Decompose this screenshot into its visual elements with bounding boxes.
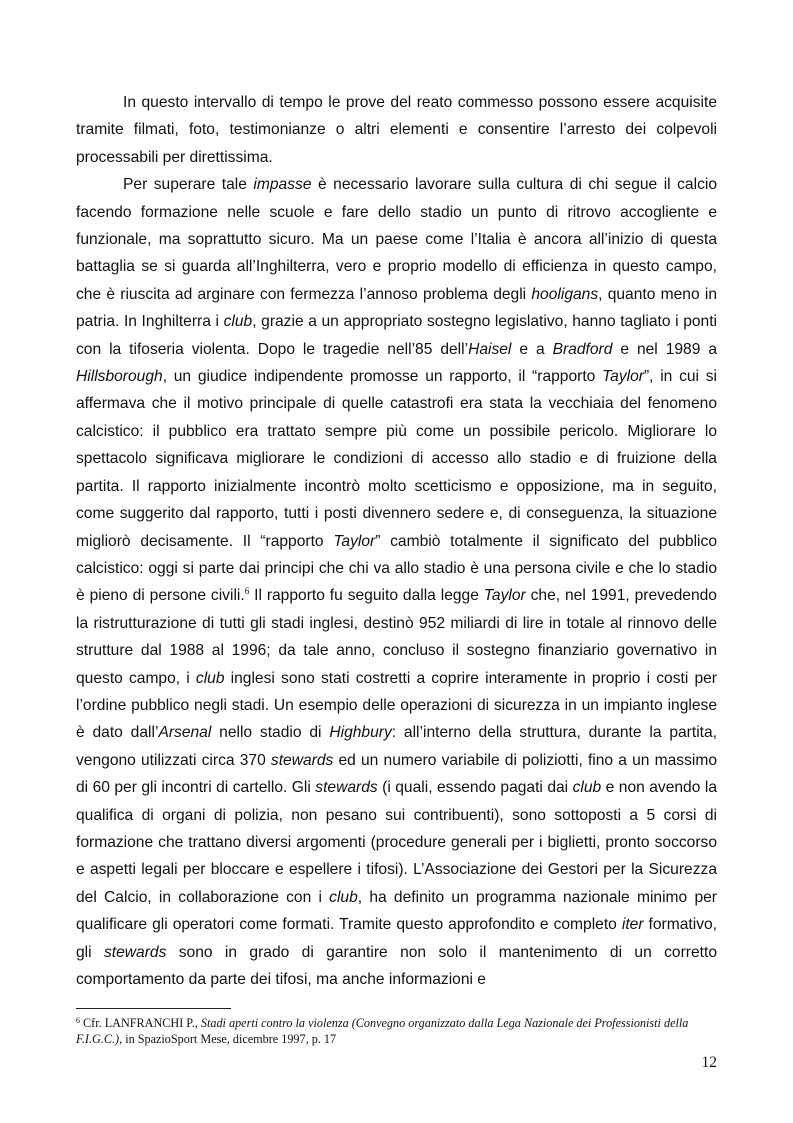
text-run: Per superare tale xyxy=(123,176,254,194)
italic-term: club xyxy=(223,313,253,331)
italic-term: club xyxy=(329,888,358,906)
text-run: , ha definito un programma nazionale minimo per qualificare gli operatori come formati. Tramite questo approfondito e completo xyxy=(76,888,717,934)
italic-term: stewards xyxy=(270,751,334,769)
text-run: , quanto meno in patria. In Inghilterra i xyxy=(76,285,717,331)
body-text xyxy=(76,89,717,993)
italic-term: stewards xyxy=(103,943,167,961)
text-run: (i quali, essendo pagati dai xyxy=(377,779,573,797)
italic-term: club xyxy=(572,779,602,797)
footnote-suffix: in SpazioSport Mese, dicembre 1997, p. 17 xyxy=(122,1031,337,1046)
text-run: ”, in cui si affermava che il motivo principale di quelle catastrofi era stata la vecchiaia del fenomeno calcistico: il pubblico era trattato sempre più come un possibile pericolo. Migliorare lo spettacolo significava migliorare le condizioni di accesso allo stadio e di fruizione della partita. Il rapporto inizialmente incontrò molto scetticismo e opposizione, ma in seguito, come suggerito dal rapporto, tutti i posti divennero sedere e, di conseguenza, la situazione migliorò decisamente. Il “rapporto xyxy=(76,368,718,550)
footnote-number: 6 xyxy=(76,1016,80,1025)
text-run: ed un numero variabile di poliziotti, fino a un massimo di 60 per gli incontri di cartello. Gli xyxy=(76,751,717,797)
text-run: nello stadio di xyxy=(211,724,330,742)
italic-term: Highbury xyxy=(329,724,392,742)
text-run: Il rapporto fu seguito dalla legge xyxy=(249,587,484,605)
footnote-separator xyxy=(76,1008,231,1009)
italic-term: stewards xyxy=(315,779,378,797)
text-run: e a xyxy=(511,340,553,358)
text-run: inglesi sono stati costretti a coprire interamente in proprio i costi per l’ordine pubblico negli stadi. Un esempio delle operazioni di sicurezza in un impianto inglese è dato dall’ xyxy=(76,669,717,742)
text-run: ” cambiò totalmente il significato del pubblico calcistico: oggi si parte dai principi che chi va allo stadio è una persona civile e che lo stadio è pieno di persone civili. xyxy=(76,532,717,605)
italic-term: Hillsborough xyxy=(76,368,163,386)
paragraph-2 xyxy=(76,171,717,993)
italic-term: hooligans xyxy=(531,285,599,303)
footnote-prefix: Cfr. LANFRANCHI P., xyxy=(80,1016,201,1030)
italic-term: Taylor xyxy=(483,587,526,605)
text-run: e nel 1989 a xyxy=(612,340,717,358)
text-run: e non avendo la qualifica di organi di polizia, non pesano sui contribuenti), sono sottoposti a 5 corsi di formazione che trattano diversi argomenti (procedure generali per i biglietti, pronto soccorso e aspetti legali per bloccare e espellere i tifosi). L’Associazione dei Gestori per la Sicurezza del Calcio, in collaborazione con i xyxy=(76,779,717,906)
italic-term: Arsenal xyxy=(158,724,212,742)
page-number: 12 xyxy=(701,1054,717,1071)
text-run: formativo, gli xyxy=(76,916,717,961)
text-run: sono in grado di garantire non solo il mantenimento di un corretto comportamento da parte dei tifosi, ma anche informazioni e xyxy=(76,943,717,988)
italic-term: Taylor xyxy=(333,532,376,550)
text-run: che, nel 1991, prevedendo la ristrutturazione di tutti gli stadi inglesi, destinò 952 miliardi di lire in totale al rinnovo delle strutture dal 1988 al 1996; da tale anno, concluso il sostegno finanziario governativo in questo campo, i xyxy=(76,587,717,687)
italic-term: club xyxy=(195,669,225,687)
text-run: : all’interno della struttura, durante la partita, vengono utilizzati circa 370 xyxy=(76,724,717,769)
text-run: , un giudice indipendente promosse un rapporto, il “rapporto xyxy=(162,368,603,386)
italic-term: impasse xyxy=(253,176,312,194)
footnote-reference[interactable]: 6 xyxy=(244,586,250,597)
italic-term: Bradford xyxy=(552,340,613,358)
text-run: , grazie a un appropriato sostegno legislativo, hanno tagliato i ponti con la tifoseria violenta. Dopo le tragedie nell’85 dell’ xyxy=(76,313,718,358)
footnote-title: Stadi aperti contro la violenza (Convegno organizzato dalla Lega Nazionale dei Professionisti della F.I.G.C.), xyxy=(76,1016,689,1046)
italic-term: Haisel xyxy=(468,340,512,358)
footnote xyxy=(76,1016,717,1047)
italic-term: iter xyxy=(621,916,644,934)
text-run: è necessario lavorare sulla cultura di chi segue il calcio facendo formazione nelle scuole e fare dello stadio un punto di ritrovo accogliente e funzionale, ma soprattutto sicuro. Ma un paese come l’Italia è ancora all’inizio di questa battaglia se si guarda all’Inghilterra, vero e proprio modello di efficienza in questo campo, che è riuscita ad arginare con fermezza l’annoso problema degli xyxy=(76,176,717,303)
paragraph-1 xyxy=(76,89,717,171)
italic-term: Taylor xyxy=(602,368,644,386)
text-run: In questo intervallo di tempo le prove del reato commesso possono essere acquisite tramite filmati, foto, testimonianze o altri elementi e consentire l’arresto dei colpevoli processabili per direttissima. xyxy=(76,94,717,166)
